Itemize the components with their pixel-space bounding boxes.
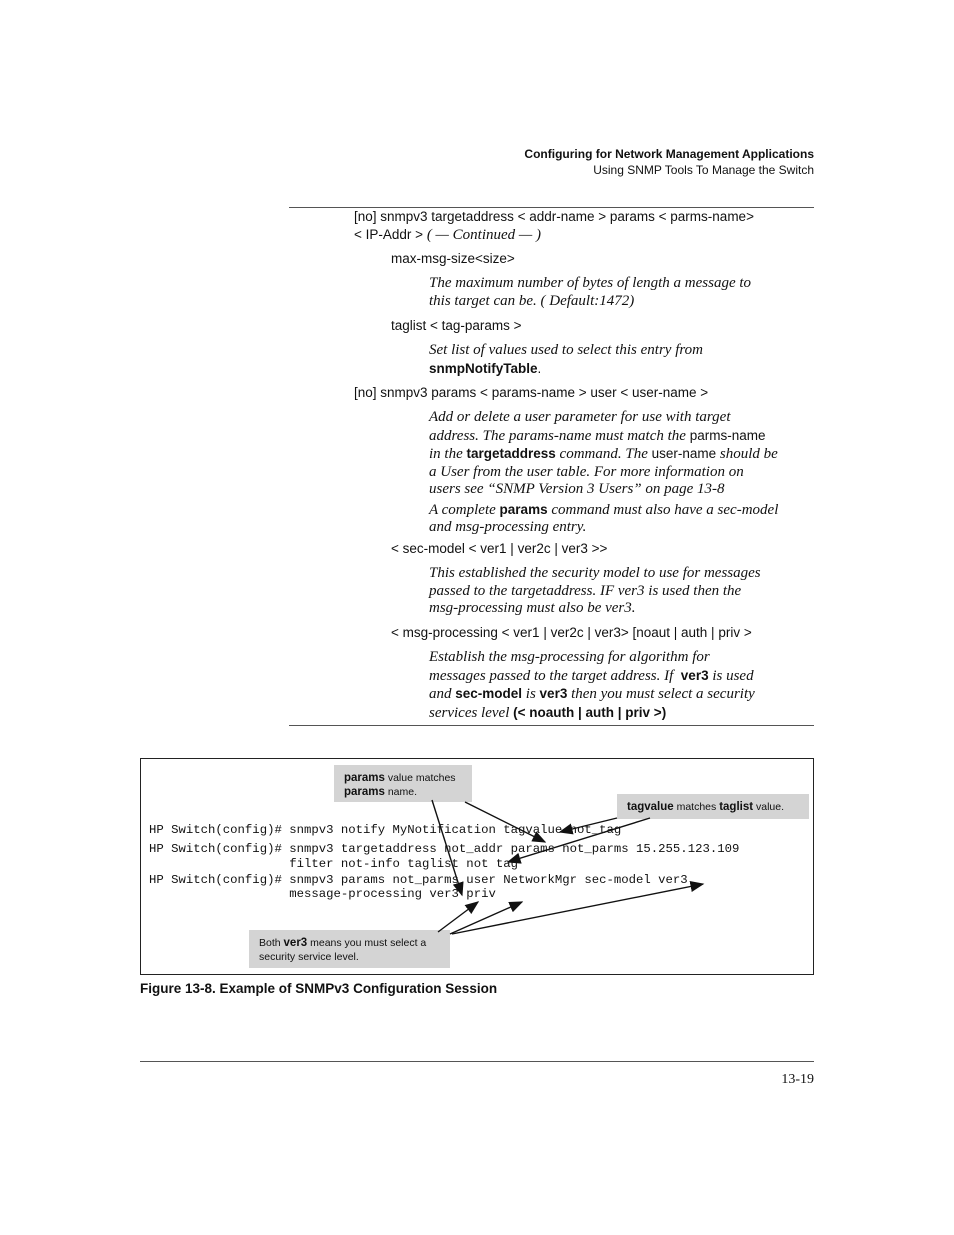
opt-sec-model: < sec-model < ver1 | ver2c | ver3 >>: [391, 541, 608, 556]
cmd-targetaddress-line1: [no] snmpv3 targetaddress < addr-name > params < parms-name>: [354, 209, 754, 224]
callout-tagvalue: tagvalue matches taglist value.: [617, 794, 809, 819]
sec-model-description: This established the security model to use for messages passed to the targetaddress. IF ver3 is used then the msg-processing must also be ver3.: [429, 565, 761, 616]
cmd-targetaddress-line2: < IP-Addr > ( — Continued — ): [354, 226, 541, 243]
arrow-taglist: [508, 818, 650, 862]
figure-caption: Figure 13-8. Example of SNMPv3 Configuration Session: [140, 981, 498, 996]
callout-params: params value matches params name.: [334, 765, 472, 802]
code-line-5: message-processing ver3 priv: [149, 887, 496, 901]
footer-rule: [140, 1061, 814, 1062]
max-msg-size-description: The maximum number of bytes of length a message to this target can be. ( Default:1472): [429, 275, 752, 309]
opt-taglist: taglist < tag-params >: [391, 318, 522, 333]
taglist-description: Set list of values used to select this entry from snmpNotifyTable.: [429, 342, 703, 376]
arrow-ver3-secmodel: [452, 884, 703, 934]
opt-msg-processing: < msg-processing < ver1 | ver2c | ver3> [noaut | auth | priv >: [391, 625, 752, 640]
code-line-1: HP Switch(config)# snmpv3 notify MyNotification tagvalue not_tag: [149, 823, 622, 837]
msg-processing-description: Establish the msg-processing for algorithm for messages passed to the target address. If ver3 is used and sec-model is ver3 then you must select a security services level (< noauth | auth | priv >): [429, 649, 755, 721]
code-line-4: HP Switch(config)# snmpv3 params not_parms user NetworkMgr sec-model ver3: [149, 873, 688, 887]
cmd-params: [no] snmpv3 params < params-name > user < user-name >: [354, 385, 709, 400]
arrow-ver3-msgproc: [438, 902, 478, 932]
arrow-params-to-targetaddress: [465, 802, 545, 842]
params-description: Add or delete a user parameter for use with target address. The params-name must match the parms-name in the targetaddress command. The user-name should be a User from the user table. For more information on users see “SNMP Version 3 Users” on page 13-8 A complete params command must also have a sec-model and msg-processing entry.: [429, 409, 779, 535]
arrow-ver3-priv: [450, 902, 522, 934]
running-header-chapter: Configuring for Network Management Applications: [524, 147, 814, 161]
arrow-params-to-notify: [432, 800, 462, 895]
callout-ver3: Both ver3 means you must select a security service level.: [249, 930, 450, 968]
code-line-3: filter not-info taglist not tag: [149, 857, 518, 871]
running-header-section: Using SNMP Tools To Manage the Switch: [593, 163, 814, 177]
code-line-2: HP Switch(config)# snmpv3 targetaddress not_addr params not_parms 15.255.123.109: [149, 842, 740, 856]
arrow-tagvalue: [560, 818, 617, 832]
opt-max-msg-size: max-msg-size<size>: [391, 251, 515, 266]
page-number: 13-19: [781, 1072, 814, 1087]
